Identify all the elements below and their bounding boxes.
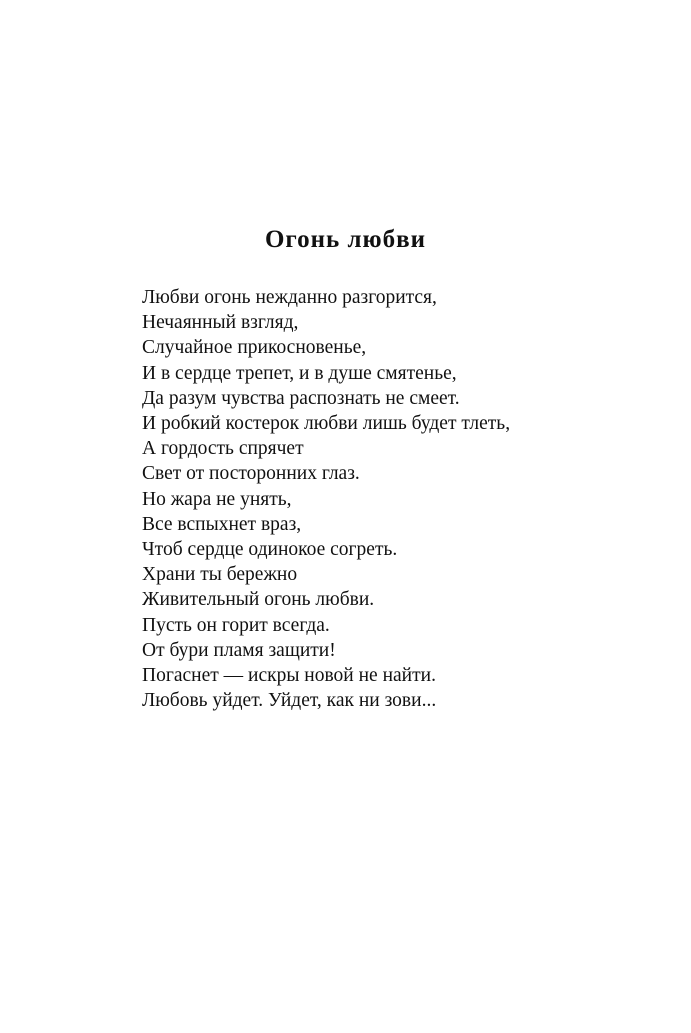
poem-line: И в сердце трепет, и в душе смятенье, bbox=[142, 362, 457, 384]
poem-line: А гордость спрячет bbox=[142, 438, 304, 460]
poem-line: Пусть он горит всегда. bbox=[142, 614, 330, 636]
poem-line: Любовь уйдет. Уйдет, как ни зови... bbox=[142, 690, 437, 712]
poem-line: Погаснет — искры новой не найти. bbox=[142, 665, 436, 687]
poem-line: Свет от посторонних глаз. bbox=[142, 463, 360, 485]
poem-line: Любви огонь нежданно разгорится, bbox=[142, 287, 437, 308]
poem-title: Огонь любви bbox=[264, 226, 427, 253]
poem-line: Да разум чувства распознать не смеет. bbox=[142, 387, 460, 409]
poem-line: Чтоб сердце одинокое согреть. bbox=[142, 539, 398, 561]
poem-line: Живительный огонь любви. bbox=[142, 589, 375, 611]
poem-line: Случайное прикосновенье, bbox=[142, 337, 367, 359]
poem-line: Нечаянный взгляд, bbox=[142, 312, 299, 334]
poem-line: Но жара не унять, bbox=[142, 488, 292, 510]
poem-line: И робкий костерок любви лишь будет тлеть, bbox=[142, 413, 511, 435]
poem-line: Все вспыхнет враз, bbox=[142, 513, 302, 535]
poem-line: Храни ты бережно bbox=[142, 564, 298, 586]
poem-line: От бури пламя защити! bbox=[142, 639, 336, 661]
poem-body bbox=[142, 285, 510, 713]
